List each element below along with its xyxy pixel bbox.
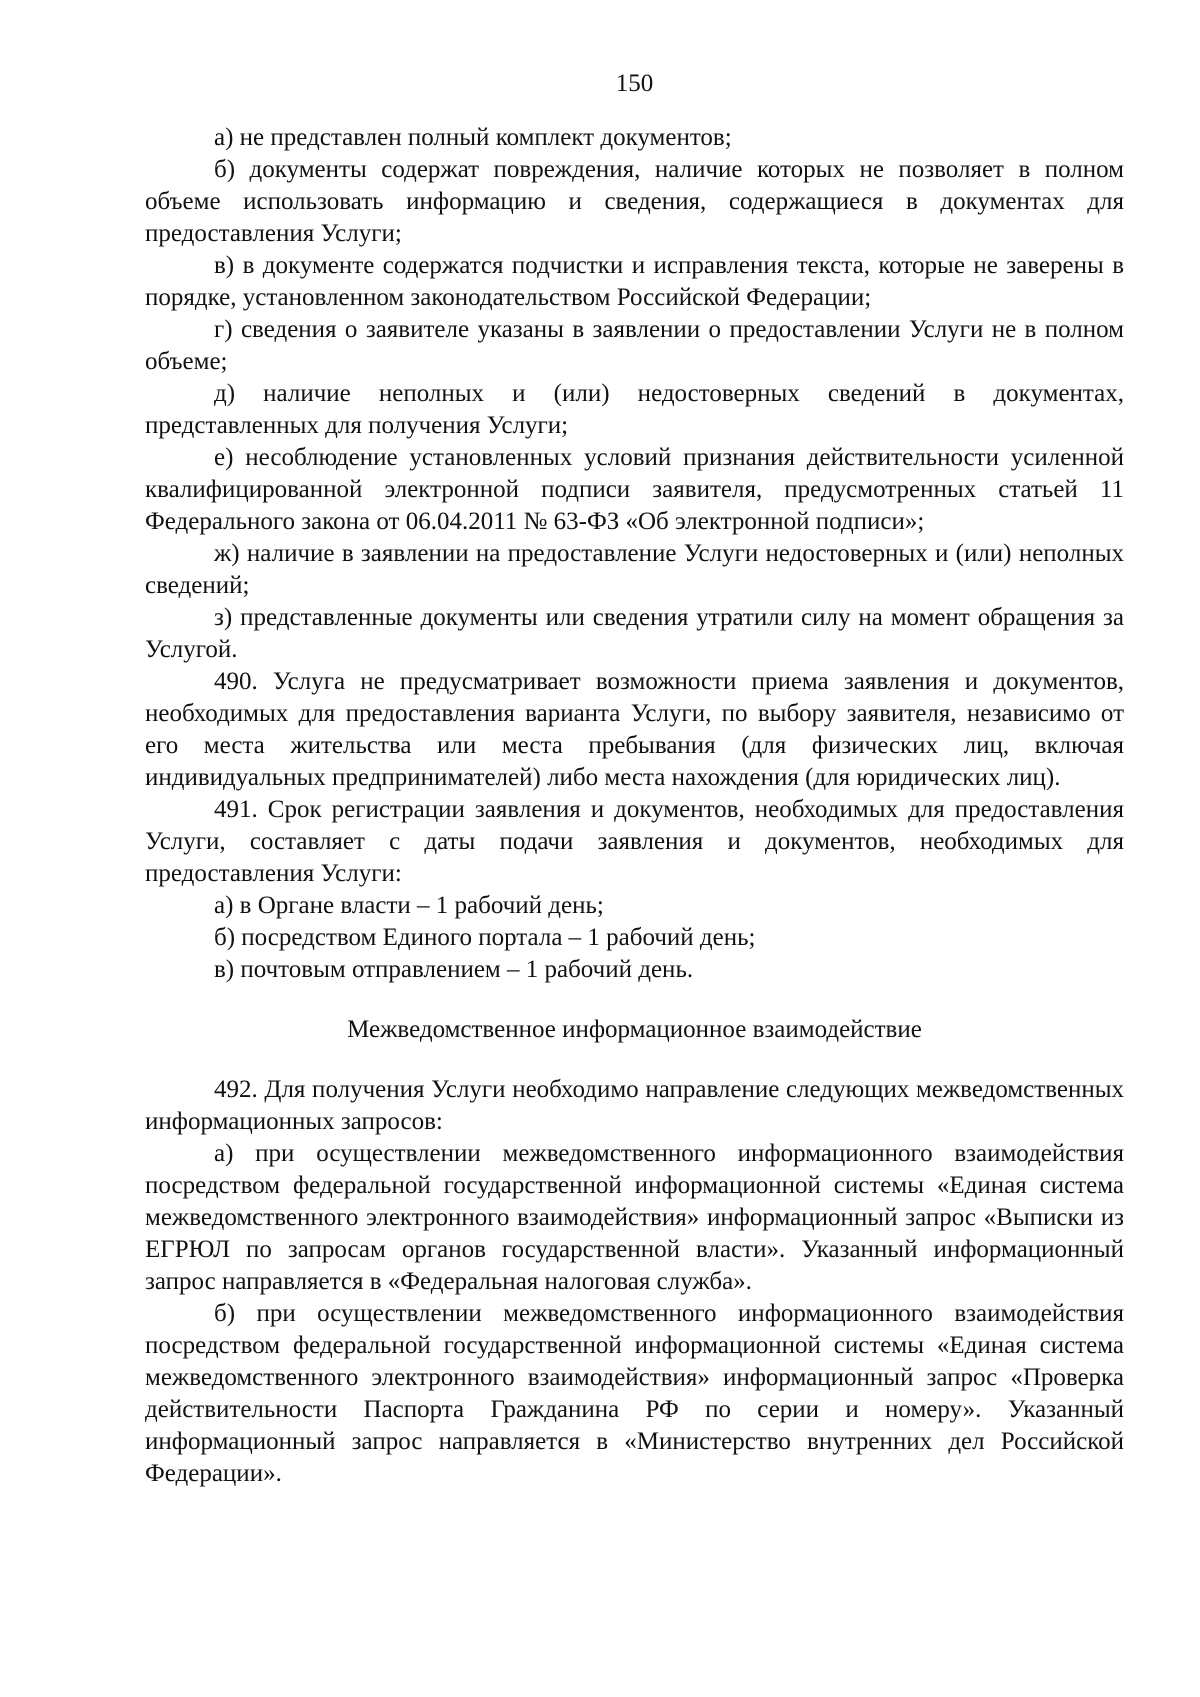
paragraph: г) сведения о заявителе указаны в заявлении о предоставлении Услуги не в полном объеме; xyxy=(145,316,1124,375)
section-heading: Межведомственное информационное взаимодействие xyxy=(347,1016,922,1043)
paragraph: в) в документе содержатся подчистки и исправления текста, которые не заверены в порядке, установленном законодательством Российской Федерации; xyxy=(145,252,1124,311)
paragraph: ж) наличие в заявлении на предоставление Услуги недостоверных и (или) неполных сведений; xyxy=(145,540,1124,599)
paragraph: 491. Срок регистрации заявления и документов, необходимых для предоставления Услуги, составляет с даты подачи заявления и документов, необходимых для предоставления Услуги: xyxy=(145,796,1124,887)
paragraph: е) несоблюдение установленных условий признания действительности усиленной квалифицированной электронной подписи заявителя, предусмотренных статьей 11 Федерального закона от 06.04.2011 № 63-ФЗ «Об электронной подписи»; xyxy=(145,444,1124,535)
paragraph: д) наличие неполных и (или) недостоверных сведений в документах, представленных для получения Услуги; xyxy=(145,380,1124,439)
paragraph: а) в Органе власти – 1 рабочий день; xyxy=(214,892,604,919)
paragraphs-before xyxy=(145,122,1124,986)
paragraph: б) при осуществлении межведомственного информационного взаимодействия посредством федеральной государственной информационной системы «Единая система межведомственного электронного взаимодействия» информационный запрос «Проверка действительности Паспорта Гражданина РФ по серии и номеру». Указанный информационный запрос направляется в «Министерство внутренних дел Российской Федерации». xyxy=(145,1300,1124,1487)
paragraph: а) при осуществлении межведомственного информационного взаимодействия посредством федеральной государственной информационной системы «Единая система межведомственного электронного взаимодействия» информационный запрос «Выписки из ЕГРЮЛ по запросам органов государственной власти». Указанный информационный запрос направляется в «Федеральная налоговая служба». xyxy=(145,1140,1124,1295)
page-number: 150 xyxy=(615,70,654,97)
paragraph: з) представленные документы или сведения утратили силу на момент обращения за Услугой. xyxy=(145,604,1124,663)
paragraph: в) почтовым отправлением – 1 рабочий день. xyxy=(214,956,694,983)
paragraph: а) не представлен полный комплект документов; xyxy=(214,124,732,151)
paragraph: 492. Для получения Услуги необходимо направление следующих межведомственных информационных запросов: xyxy=(145,1076,1124,1135)
paragraph: 490. Услуга не предусматривает возможности приема заявления и документов, необходимых для предоставления варианта Услуги, по выбору заявителя, независимо от его места жительства или места пребывания (для физических лиц, включая индивидуальных предпринимателей) либо места нахождения (для юридических лиц). xyxy=(145,668,1124,791)
paragraphs-after xyxy=(145,1074,1124,1490)
paragraph: б) документы содержат повреждения, наличие которых не позволяет в полном объеме использовать информацию и сведения, содержащиеся в документах для предоставления Услуги; xyxy=(145,156,1124,247)
paragraph: б) посредством Единого портала – 1 рабочий день; xyxy=(214,924,756,951)
